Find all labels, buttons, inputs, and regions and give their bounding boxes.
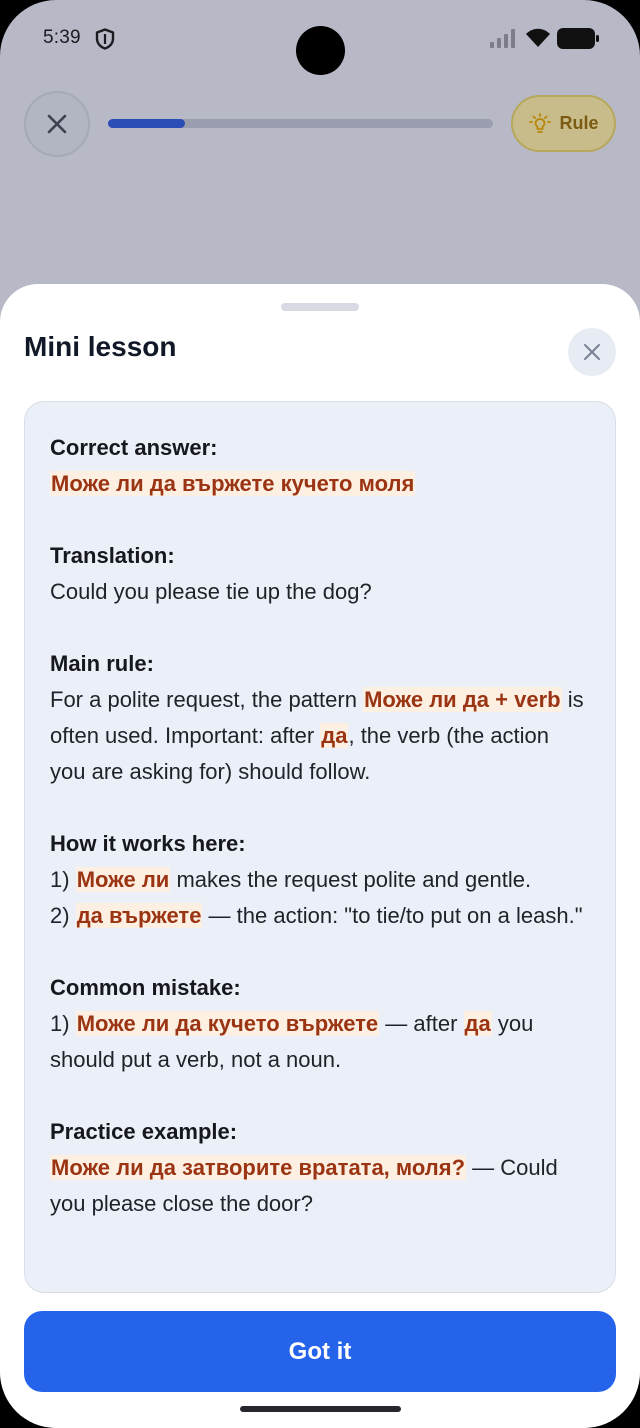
section-translation (50, 538, 590, 610)
line-number: 1) (50, 1011, 76, 1036)
exit-exercise-button[interactable] (24, 91, 90, 157)
how-line-2 (50, 898, 590, 934)
mini-lesson-sheet (0, 284, 640, 1428)
section-heading: Correct answer: (50, 435, 218, 460)
correct-answer-highlight: Може ли да вържете кучето моля (51, 471, 415, 496)
how-highlight: Може ли (76, 867, 170, 892)
section-heading: How it works here: (50, 831, 246, 856)
lesson-card (24, 401, 616, 1293)
section-how-it-works (50, 826, 590, 934)
sheet-drag-handle[interactable] (281, 303, 359, 311)
how-text: — the action: "to tie/to put on a leash." (202, 903, 583, 928)
close-icon (583, 343, 601, 361)
rule-text: , the verb (the action you are asking for) should follow. (50, 723, 550, 784)
mistake-text: — after (379, 1011, 464, 1036)
got-it-button[interactable]: Got it (24, 1311, 616, 1392)
signal-icon (490, 29, 518, 48)
practice-text: — Could you please close the door? (50, 1155, 558, 1216)
practice-highlight: Може ли да затворите вратата, моля? (51, 1155, 466, 1180)
section-main-rule (50, 646, 590, 790)
progress-bar (108, 119, 493, 128)
section-common-mistake (50, 970, 590, 1078)
section-correct-answer (50, 430, 590, 502)
front-camera (296, 26, 345, 75)
section-heading: Translation: (50, 543, 175, 568)
rule-text: is often used. Important: after (50, 687, 584, 748)
rule-particle-highlight: да (321, 723, 348, 748)
how-text: makes the request polite and gentle. (170, 867, 532, 892)
section-heading: Main rule: (50, 651, 154, 676)
how-line-1 (50, 862, 590, 898)
sheet-title: Mini lesson (24, 331, 177, 362)
battery-icon (557, 28, 599, 49)
rule-button[interactable] (511, 95, 616, 152)
rule-text: For a polite request, the pattern (50, 687, 364, 712)
rule-button-label: Rule (559, 113, 599, 133)
mistake-particle-highlight: да (464, 1011, 491, 1036)
mistake-highlight: Може ли да кучето вържете (76, 1011, 379, 1036)
how-highlight: да вържете (76, 903, 202, 928)
line-number: 2) (50, 903, 76, 928)
shield-icon (95, 28, 115, 50)
rule-pattern-highlight: Може ли да + verb (364, 687, 561, 712)
section-heading: Practice example: (50, 1119, 238, 1144)
translation-text: Could you please tie up the dog? (50, 579, 372, 604)
sheet-close-button[interactable] (568, 328, 616, 376)
mistake-text: you should put a verb, not a noun. (50, 1011, 534, 1072)
wifi-icon (525, 27, 551, 49)
section-heading: Common mistake: (50, 975, 241, 1000)
status-time: 5:39 (43, 27, 81, 48)
home-indicator[interactable] (240, 1406, 401, 1412)
progress-fill (108, 119, 185, 128)
status-bar (0, 0, 640, 80)
close-icon (46, 113, 68, 135)
section-practice-example (50, 1114, 590, 1222)
lightbulb-icon (528, 112, 552, 136)
line-number: 1) (50, 867, 76, 892)
